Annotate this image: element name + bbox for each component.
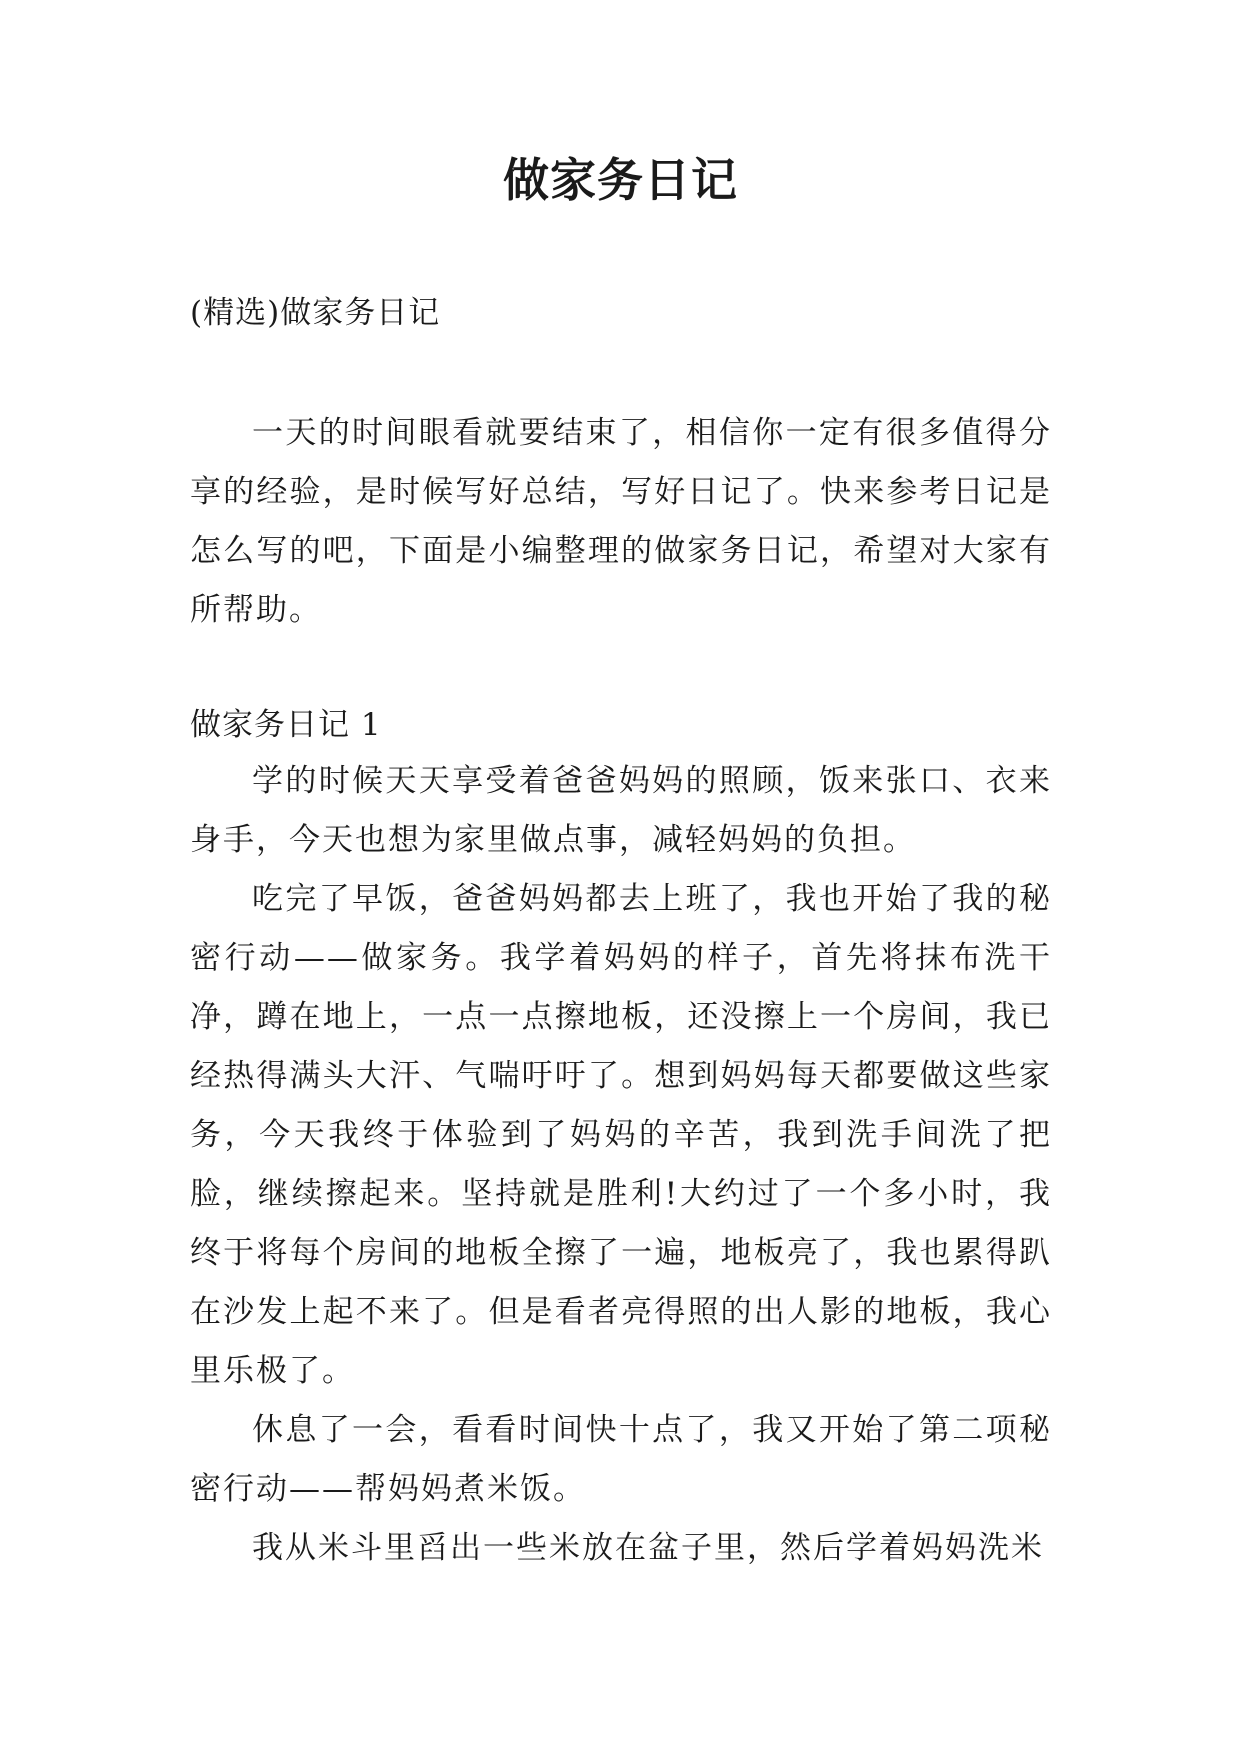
intro-paragraph-block — [190, 404, 1052, 640]
document-subtitle: (精选)做家务日记 — [190, 295, 441, 331]
body-paragraph-4: 我从米斗里舀出一些米放在盆子里，然后学着妈妈洗米 — [252, 1530, 1044, 1566]
diary-body — [190, 752, 1052, 1578]
intro-paragraph: 一天的时间眼看就要结束了，相信你一定有很多值得分享的经验，是时候写好总结，写好日记了。快来参考日记是怎么写的吧，下面是小编整理的做家务日记，希望对大家有所帮助。 — [190, 415, 1052, 628]
document-title: 做家务日记 — [503, 153, 738, 207]
section-heading: 做家务日记 1 — [190, 707, 382, 743]
body-paragraph-2: 吃完了早饭，爸爸妈妈都去上班了，我也开始了我的秘密行动——做家务。我学着妈妈的样子，首先将抹布洗干净，蹲在地上，一点一点擦地板，还没擦上一个房间，我已经热得满头大汗、气喘吁吁了。想到妈妈每天都要做这些家务，今天我终于体验到了妈妈的辛苦，我到洗手间洗了把脸，继续擦起来。坚持就是胜利!大约过了一个多小时，我终于将每个房间的地板全擦了一遍，地板亮了，我也累得趴在沙发上起不来了。但是看者亮得照的出人影的地板，我心里乐极了。 — [190, 881, 1052, 1389]
body-paragraph-3: 休息了一会，看看时间快十点了，我又开始了第二项秘密行动——帮妈妈煮米饭。 — [190, 1412, 1052, 1507]
body-paragraph-1: 学的时候天天享受着爸爸妈妈的照顾，饭来张口、衣来身手，今天也想为家里做点事，减轻妈妈的负担。 — [190, 763, 1052, 858]
